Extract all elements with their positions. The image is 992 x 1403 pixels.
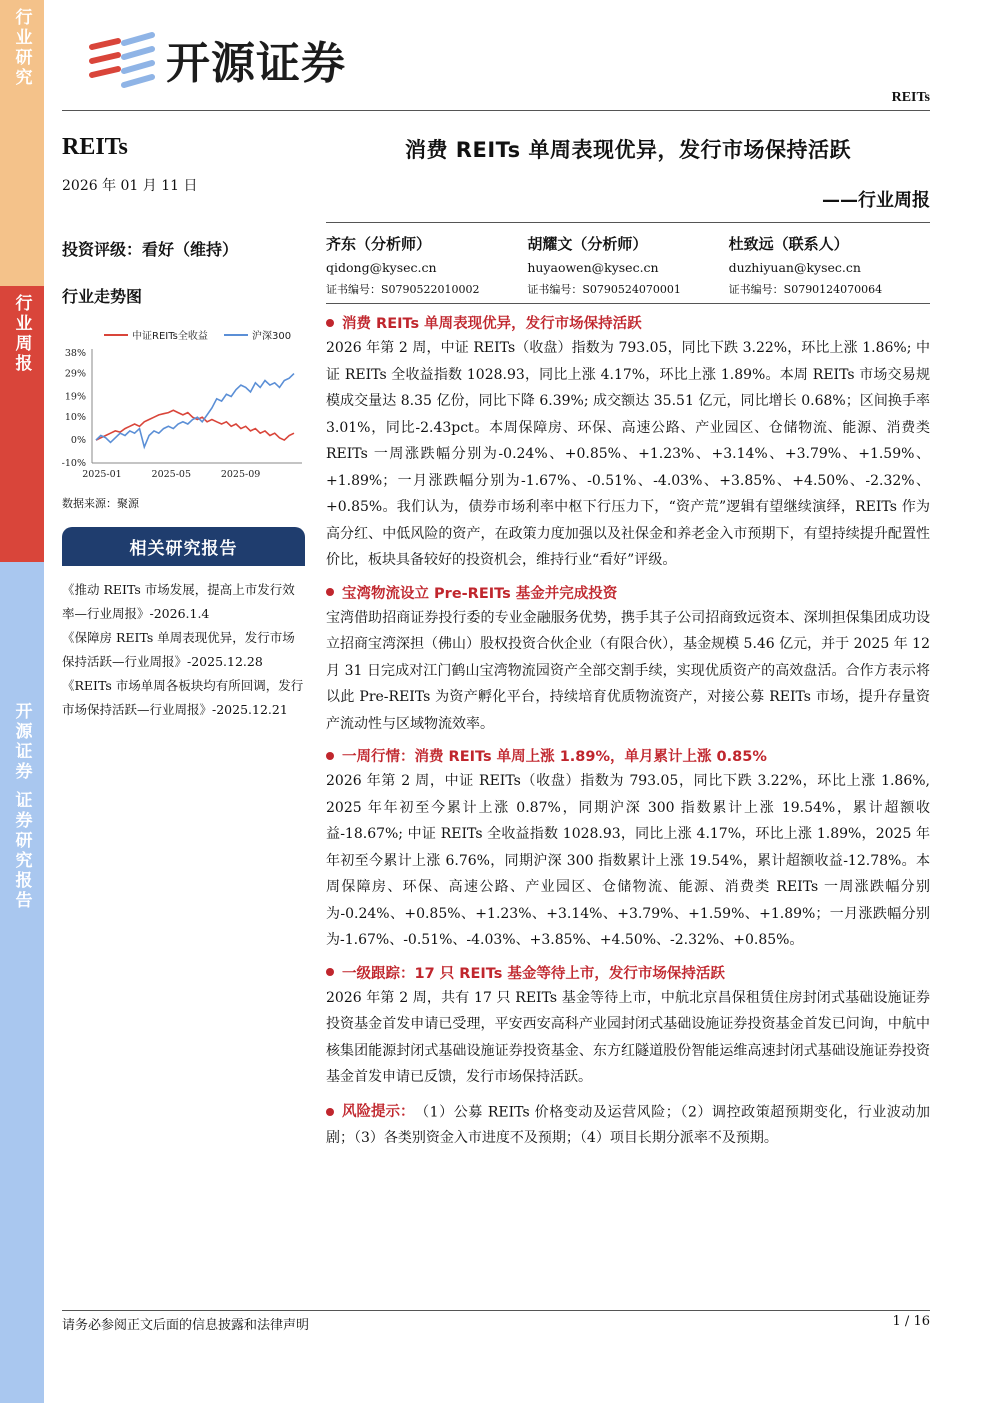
trend-chart-title: 行业走势图 xyxy=(62,287,143,306)
y-tick-label: -10% xyxy=(62,458,86,469)
section-heading-text: 一级跟踪：17 只 REITs 基金等待上市，发行市场保持活跃 xyxy=(342,965,725,982)
risk-block xyxy=(326,1099,930,1152)
series-line xyxy=(96,374,294,447)
analyst-list xyxy=(326,233,930,297)
section-heading xyxy=(326,312,930,333)
analyst-email[interactable]: qidong@kysec.cn xyxy=(326,260,437,275)
side-label-weekly-report: 行业周报 xyxy=(0,286,44,562)
y-tick-label: 19% xyxy=(64,391,86,403)
logo-text: 开源证券 xyxy=(166,38,346,89)
bullet-icon xyxy=(326,752,334,760)
report-date: 2026 年 01 月 11 日 xyxy=(62,178,198,194)
side-label-industry-research: 行业研究 xyxy=(0,0,44,286)
legend-label: 沪深300 xyxy=(252,331,292,342)
risk-heading-text: 风险提示： xyxy=(342,1103,415,1120)
section-primary-tracking xyxy=(326,962,930,1091)
section-weekly-market xyxy=(326,745,930,954)
analyst-card xyxy=(527,233,728,297)
analyst-email[interactable]: huyaowen@kysec.cn xyxy=(527,260,659,275)
section-heading xyxy=(326,962,930,983)
bullet-icon xyxy=(326,968,334,976)
main-column xyxy=(326,128,930,1152)
analyst-cert: 证书编号：S0790524070001 xyxy=(527,283,681,296)
risk-heading xyxy=(326,1099,415,1126)
analyst-cert: 证书编号：S0790124070064 xyxy=(728,283,883,296)
report-title: 消费 REITs 单周表现优异，发行市场保持活跃 xyxy=(405,138,851,162)
analyst-name: 齐东（分析师） xyxy=(326,235,432,253)
section-heading-text: 宝湾物流设立 Pre-REITs 基金并完成投资 xyxy=(342,585,618,602)
risk-text: （1）公募 REITs 价格变动及运营风险；（2）调控政策超预期变化，行业波动加剧；（3）各类别资金入市进度不及预期；（4）项目长期分派率不及预期。 xyxy=(326,1103,930,1147)
y-tick-label: 0% xyxy=(70,435,86,447)
analyst-email[interactable]: duzhiyuan@kysec.cn xyxy=(728,260,861,275)
bullet-icon xyxy=(326,319,334,327)
analyst-card xyxy=(729,233,930,297)
section-heading xyxy=(326,745,930,766)
section-summary xyxy=(326,312,930,574)
title-divider xyxy=(326,222,930,223)
side-label-securities-report: 开源证券 证券研究报告 xyxy=(0,562,44,1403)
bullet-icon xyxy=(326,1108,334,1116)
analyst-divider xyxy=(326,303,930,304)
logo-mark-icon xyxy=(84,29,160,89)
report-subtitle: ——行业周报 xyxy=(822,190,930,211)
page-number: 1 / 16 xyxy=(892,1314,930,1329)
header-sector-tag: REITs xyxy=(891,90,930,105)
related-report-link[interactable]: 《REITs 市场单周各板块均有所回调，发行市场保持活跃—行业周报》-2025.12.21 xyxy=(62,678,304,717)
chart-legend xyxy=(104,329,291,342)
analyst-name: 胡耀文（分析师） xyxy=(527,235,648,253)
chart-source: 数据来源：聚源 xyxy=(62,497,139,510)
analyst-card xyxy=(326,233,527,297)
sidebar-column xyxy=(62,128,307,722)
related-report-link[interactable]: 《推动 REITs 市场发展，提高上市发行效率—行业周报》-2026.1.4 xyxy=(62,582,295,621)
x-tick-label: 2025-01 xyxy=(82,469,122,480)
section-body: 2026 年第 2 周，中证 REITs（收盘）指数为 793.05，同比下跌 3.22%，环比上涨 1.86%, 2025 年年初至今累计上涨 0.87%，同期沪深 300 指数累计上涨 19.54%，累计超额收益-18.67%; 中证 REITs 全收益指数 1028.93，同比上涨 4.17%，环比上涨 1.89%，2025 年年初至今累计上涨 6.76%，同期沪深 300 指数累计上涨 19.54%，累计超额收益-12.78%。本周保障房、环保、高速公路、产业园区、仓储物流、能源、消费类 REITs 一周涨跌幅分别为-0.24%、+0.85%、+1.23%、+3.14%、+3.79%、+1.59%、+1.89%；一月涨跌幅分别为-1.67%、-0.51%、-4.03%、+3.85%、+4.50%、-2.32%、+0.85%。 xyxy=(326,773,930,948)
trend-chart xyxy=(62,323,307,493)
y-tick-label: 38% xyxy=(64,348,86,359)
section-heading-text: 一周行情：消费 REITs 单周上涨 1.89%，单月累计上涨 0.85% xyxy=(342,749,767,765)
bullet-icon xyxy=(326,588,334,596)
investment-rating: 投资评级：看好（维持） xyxy=(62,240,239,259)
footer-disclaimer: 请务必参阅正文后面的信息披露和法律声明 xyxy=(62,1318,310,1333)
footer-divider xyxy=(62,1310,930,1311)
y-tick-label: 29% xyxy=(64,368,86,380)
x-tick-label: 2025-09 xyxy=(220,469,261,480)
section-heading xyxy=(326,582,930,603)
section-body: 2026 年第 2 周，中证 REITs（收盘）指数为 793.05，同比下跌 3.22%，环比上涨 1.86%; 中证 REITs 全收益指数 1028.93，同比上涨 4.17%，环比上涨 1.89%。本周 REITs 市场交易规模成交量达 8.35 亿份，同比下降 6.39%; 成交额达 35.51 亿元，同比增长 0.68%；区间换手率 3.01%，同比-2.43pct。本周保障房、环保、高速公路、产业园区、仓储物流、能源、消费类 REITs 一周涨跌幅分别为-0.24%、+0.85%、+1.23%、+3.14%、+3.79%、+1.59%、+1.89%；一月涨跌幅分别为-1.67%、-0.51%、-4.03%、+3.85%、+4.50%、-2.32%、+0.85%。我们认为，债券市场利率中枢下行压力下，“资产荒”逻辑有望继续演绎，REITs 作为高分红、中低风险的资产，在政策力度加强以及社保金和养老金入市预期下，有望持续提升配置性价比，板块具备较好的投资机会，维持行业“看好”评级。 xyxy=(326,340,930,568)
analyst-cert: 证书编号：S0790522010002 xyxy=(326,283,480,296)
side-band xyxy=(0,0,44,1403)
section-heading-text: 消费 REITs 单周表现优异，发行市场保持活跃 xyxy=(342,316,642,332)
risk-warning xyxy=(326,1097,930,1152)
header-divider xyxy=(62,110,930,111)
y-tick-label: 10% xyxy=(64,412,86,424)
related-report-link[interactable]: 《保障房 REITs 单周表现优异，发行市场保持活跃—行业周报》-2025.12.28 xyxy=(62,630,295,669)
section-body: 宝湾借助招商证券投行委的专业金融服务优势，携手其子公司招商致远资本、深圳担保集团成功设立招商宝湾深担（佛山）股权投资合伙企业（有限合伙），基金规模 5.46 亿元，并于 2025 年 12 月 31 日完成对江门鹤山宝湾物流园资产全部交割手续，实现优质资产的高效盘活。合作方表示将以此 Pre-REITs 为资产孵化平台，持续培育优质物流资产，对接公募 REITs 市场，提升存量资产流动性与区域物流效率。 xyxy=(326,609,930,732)
related-reports-header: 相关研究报告 xyxy=(62,527,305,566)
trend-chart-svg xyxy=(62,323,307,493)
section-pre-reits xyxy=(326,582,930,738)
analyst-name: 杜致远（联系人） xyxy=(728,235,849,253)
sector-name: REITs xyxy=(62,134,128,160)
x-tick-label: 2025-05 xyxy=(151,469,192,480)
company-logo xyxy=(84,28,346,90)
related-reports-list xyxy=(62,578,307,722)
legend-label: 中证REITs全收益 xyxy=(132,331,208,342)
section-body: 2026 年第 2 周，共有 17 只 REITs 基金等待上市，中航北京昌保租赁住房封闭式基础设施证券投资基金首发申请已受理，平安西安高科产业园封闭式基础设施证券投资基金首发已问询，中航中核集团能源封闭式基础设施证券投资基金、东方红隧道股份智能运维高速封闭式基础设施证券投资基金首发申请已反馈，发行市场保持活跃。 xyxy=(326,989,930,1085)
